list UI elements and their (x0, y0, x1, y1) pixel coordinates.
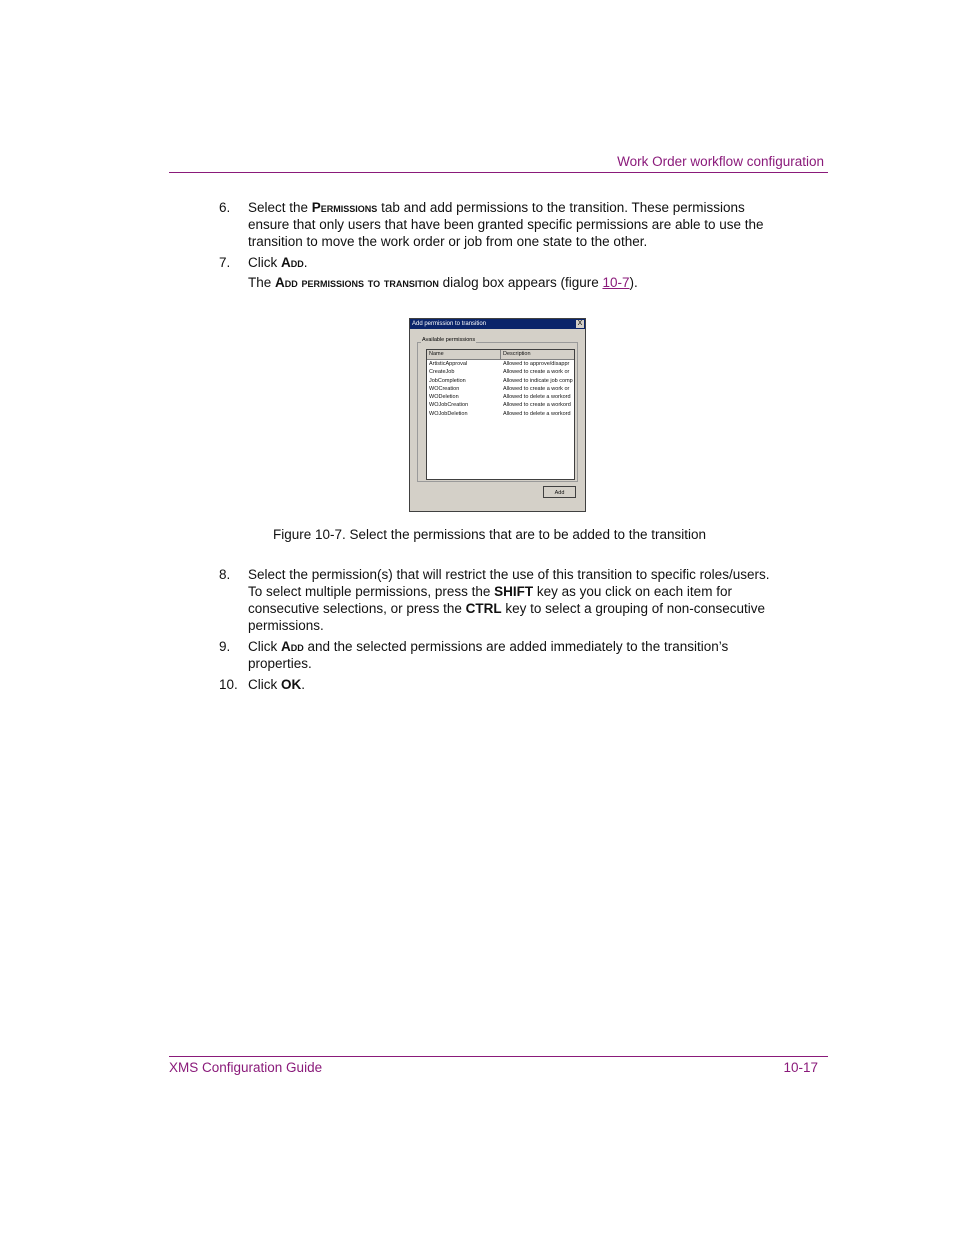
dialog-title: Add permission to transition (412, 321, 487, 327)
permission-description: Allowed to create a work or (503, 369, 570, 376)
list-item[interactable] (427, 401, 574, 409)
step-text: . (301, 677, 306, 692)
step-text: Select the permission(s) that will restrict the use of this transition to specific roles/users. To select multiple permissions, press the (248, 567, 770, 599)
step-number: 9. (219, 639, 231, 654)
list-item[interactable] (427, 385, 574, 393)
list-item[interactable] (427, 360, 574, 368)
step-text: key as you click on each item for consecutive selections, or press the (248, 584, 732, 616)
column-header-description[interactable]: Description (503, 351, 531, 357)
step-text: Click (248, 639, 281, 654)
step-text: and the selected permissions are added immediately to the transition’s properties. (248, 639, 729, 671)
list-item[interactable] (427, 410, 574, 418)
permission-name: WOCreation (429, 385, 460, 392)
step-7-result (248, 274, 779, 291)
figure-link[interactable]: 10-7 (602, 275, 630, 290)
button-name: Add (281, 255, 304, 270)
permission-name: WOJobCreation (429, 402, 469, 409)
add-permission-dialog (409, 318, 586, 512)
permissions-list[interactable] (426, 349, 575, 480)
dialog-name: Add permissions to transition (275, 275, 439, 290)
running-header: Work Order workflow configuration (617, 154, 824, 169)
permission-description: Allowed to indicate job comp (503, 377, 573, 384)
list-header (427, 350, 574, 360)
step-text: key to select a grouping of non-consecutive permissions. (248, 601, 766, 633)
header-rule (169, 172, 828, 173)
step-number: 7. (219, 255, 231, 270)
steps-list-bottom (219, 566, 779, 697)
steps-list-top (219, 199, 779, 295)
group-label: Available permissions (422, 337, 476, 343)
permission-name: WOJobDeletion (429, 410, 468, 417)
step-text: . (303, 255, 308, 270)
step-number: 6. (219, 200, 231, 215)
footer-rule (169, 1056, 828, 1057)
add-button[interactable]: Add (543, 486, 576, 498)
permission-name: ArtisticApproval (429, 361, 468, 367)
permission-description: Allowed to create a workord (503, 402, 571, 409)
step-text: tab and add permissions to the transition. These permissions ensure that only users that have been granted specific permissions are able to use the transition to move the work order or job from one state to the other. (248, 200, 764, 249)
para-text: The (248, 275, 276, 290)
column-header-name[interactable]: Name (427, 350, 501, 359)
permission-name: JobCompletion (429, 377, 466, 384)
available-permissions-group (417, 337, 578, 482)
key-name: CTRL (465, 601, 502, 616)
permission-description: Allowed to delete a workord (503, 394, 571, 401)
list-item[interactable] (427, 368, 574, 376)
step-7 (219, 254, 779, 291)
list-item[interactable] (427, 377, 574, 385)
permission-name: WODeletion (429, 394, 459, 401)
page-number: 10-17 (783, 1060, 818, 1075)
step-8 (219, 566, 779, 634)
button-name: OK (281, 677, 302, 692)
step-text: Select the (248, 200, 312, 215)
step-6 (219, 199, 779, 250)
list-item[interactable] (427, 393, 574, 401)
step-number: 8. (219, 567, 231, 582)
footer-guide-title: XMS Configuration Guide (169, 1060, 323, 1075)
key-name: SHIFT (494, 584, 534, 599)
permission-name: CreateJob (429, 369, 455, 376)
step-9 (219, 638, 779, 672)
step-text: Click (248, 677, 281, 692)
para-text: dialog box appears (figure (438, 275, 603, 290)
step-text: Click (248, 255, 281, 270)
button-name: Add (281, 639, 304, 654)
permission-description: Allowed to create a work or (503, 385, 570, 392)
permission-description: Allowed to approve/disappr (503, 361, 570, 367)
step-number: 10. (219, 677, 238, 692)
figure-caption: Figure 10-7. Select the permissions that are to be added to the transition (273, 527, 707, 542)
para-text: ). (629, 275, 638, 290)
step-10 (219, 676, 779, 693)
close-icon[interactable]: X (577, 320, 583, 327)
permission-description: Allowed to delete a workord (503, 410, 571, 417)
dialog-titlebar (410, 319, 585, 329)
tab-name: Permissions (311, 200, 378, 215)
